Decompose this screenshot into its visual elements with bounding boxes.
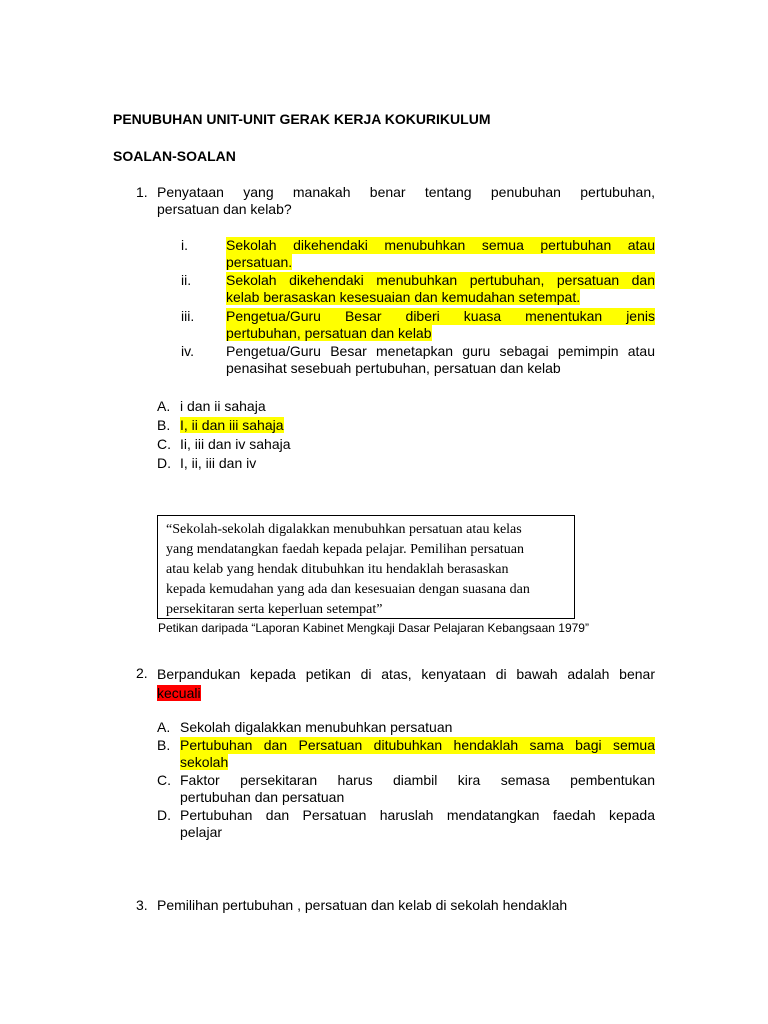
option-item	[157, 737, 655, 772]
statement-text-line: Sekolah dikehendaki menubuhkan semua pertubuhan atau	[226, 237, 655, 253]
question-text-line: Penyataan yang manakah benar tentang penubuhan pertubuhan,	[157, 184, 655, 200]
option-letter: C.	[157, 436, 171, 452]
statement-number: iii.	[181, 308, 195, 324]
question-text-line: Pemilihan pertubuhan , persatuan dan kelab di sekolah hendaklah	[157, 897, 568, 913]
quote-line: persekitaran serta keperluan setempat”	[166, 602, 383, 617]
option-letter: C.	[157, 772, 171, 788]
option-text: I, ii, iii dan iv	[180, 455, 257, 471]
quote-line: kepada kemudahan yang ada dan kesesuaian dengan suasana dan	[166, 582, 530, 597]
option-item	[157, 397, 291, 416]
question-text-line: persatuan dan kelab?	[157, 201, 292, 217]
statement-list	[181, 237, 655, 379]
statement-text-line: pertubuhan, persatuan dan kelab	[226, 325, 432, 341]
option-text: Ii, iii dan iv sahaja	[180, 436, 291, 452]
statement-item	[181, 272, 655, 308]
option-list	[157, 719, 655, 842]
option-letter: B.	[157, 417, 171, 433]
option-item	[157, 807, 655, 842]
quote-line: yang mendatangkan faedah kepada pelajar. Pemilihan persatuan	[166, 542, 525, 557]
option-item	[157, 416, 291, 435]
option-text-line: Faktor persekitaran harus diambil kira semasa pembentukan	[180, 772, 655, 788]
option-letter: A.	[157, 398, 171, 414]
question-number: 1.	[136, 184, 148, 200]
option-letter: B.	[157, 737, 171, 753]
section-heading: SOALAN-SOALAN	[113, 148, 236, 164]
option-letter: A.	[157, 719, 171, 735]
option-letter: D.	[157, 807, 171, 823]
statement-item	[181, 237, 655, 272]
option-item	[157, 454, 291, 473]
quote-line: atau kelab yang hendak ditubuhkan itu hendaklah berasaskan	[166, 562, 509, 577]
keyword-highlight: kecuali	[157, 685, 201, 701]
question-1	[136, 184, 655, 218]
statement-number: iv.	[181, 343, 194, 359]
document-title: PENUBUHAN UNIT-UNIT GERAK KERJA KOKURIKULUM	[113, 111, 491, 127]
option-text-line: sekolah	[180, 754, 229, 770]
option-text: Sekolah digalakkan menubuhkan persatuan	[180, 719, 453, 735]
quote-line: “Sekolah-sekolah digalakkan menubuhkan persatuan atau kelas	[166, 522, 522, 537]
option-letter: D.	[157, 455, 171, 471]
question-number: 2.	[136, 665, 148, 681]
quote-source: Petikan daripada “Laporan Kabinet Mengkaji Dasar Pelajaran Kebangsaan 1979”	[158, 621, 589, 635]
option-text-line: pelajar	[180, 824, 223, 840]
option-text-line: Pertubuhan dan Persatuan ditubuhkan hendaklah sama bagi semua	[180, 737, 655, 753]
statement-text-line: persatuan.	[226, 254, 293, 270]
option-text-line: pertubuhan dan persatuan	[180, 789, 345, 805]
question-text-line: Berpandukan kepada petikan di atas, kenyataan di bawah adalah benar	[157, 666, 655, 682]
option-item	[157, 435, 291, 454]
statement-text-line: Pengetua/Guru Besar menetapkan guru sebagai pemimpin atau	[226, 343, 655, 359]
statement-text-line: Pengetua/Guru Besar diberi kuasa menentukan jenis	[226, 308, 655, 324]
question-number: 3.	[136, 897, 148, 913]
statement-number: i.	[181, 237, 188, 253]
option-text: i dan ii sahaja	[180, 398, 266, 414]
option-text-line: Pertubuhan dan Persatuan haruslah mendatangkan faedah kepada	[180, 807, 655, 823]
option-list	[157, 397, 291, 473]
question-2	[136, 665, 655, 703]
option-text: I, ii dan iii sahaja	[180, 417, 284, 433]
statement-text-line: Sekolah dikehendaki menubuhkan pertubuhan, persatuan dan	[226, 272, 655, 288]
quote-box	[157, 515, 575, 619]
statement-item	[181, 308, 655, 343]
statement-text-line: penasihat sesebuah pertubuhan, persatuan dan kelab	[226, 360, 561, 376]
option-item	[157, 772, 655, 807]
statement-number: ii.	[181, 272, 192, 288]
question-3	[136, 897, 655, 913]
statement-item	[181, 343, 655, 379]
option-item	[157, 719, 655, 737]
statement-text-line: kelab berasaskan kesesuaian dan kemudahan setempat.	[226, 289, 581, 305]
